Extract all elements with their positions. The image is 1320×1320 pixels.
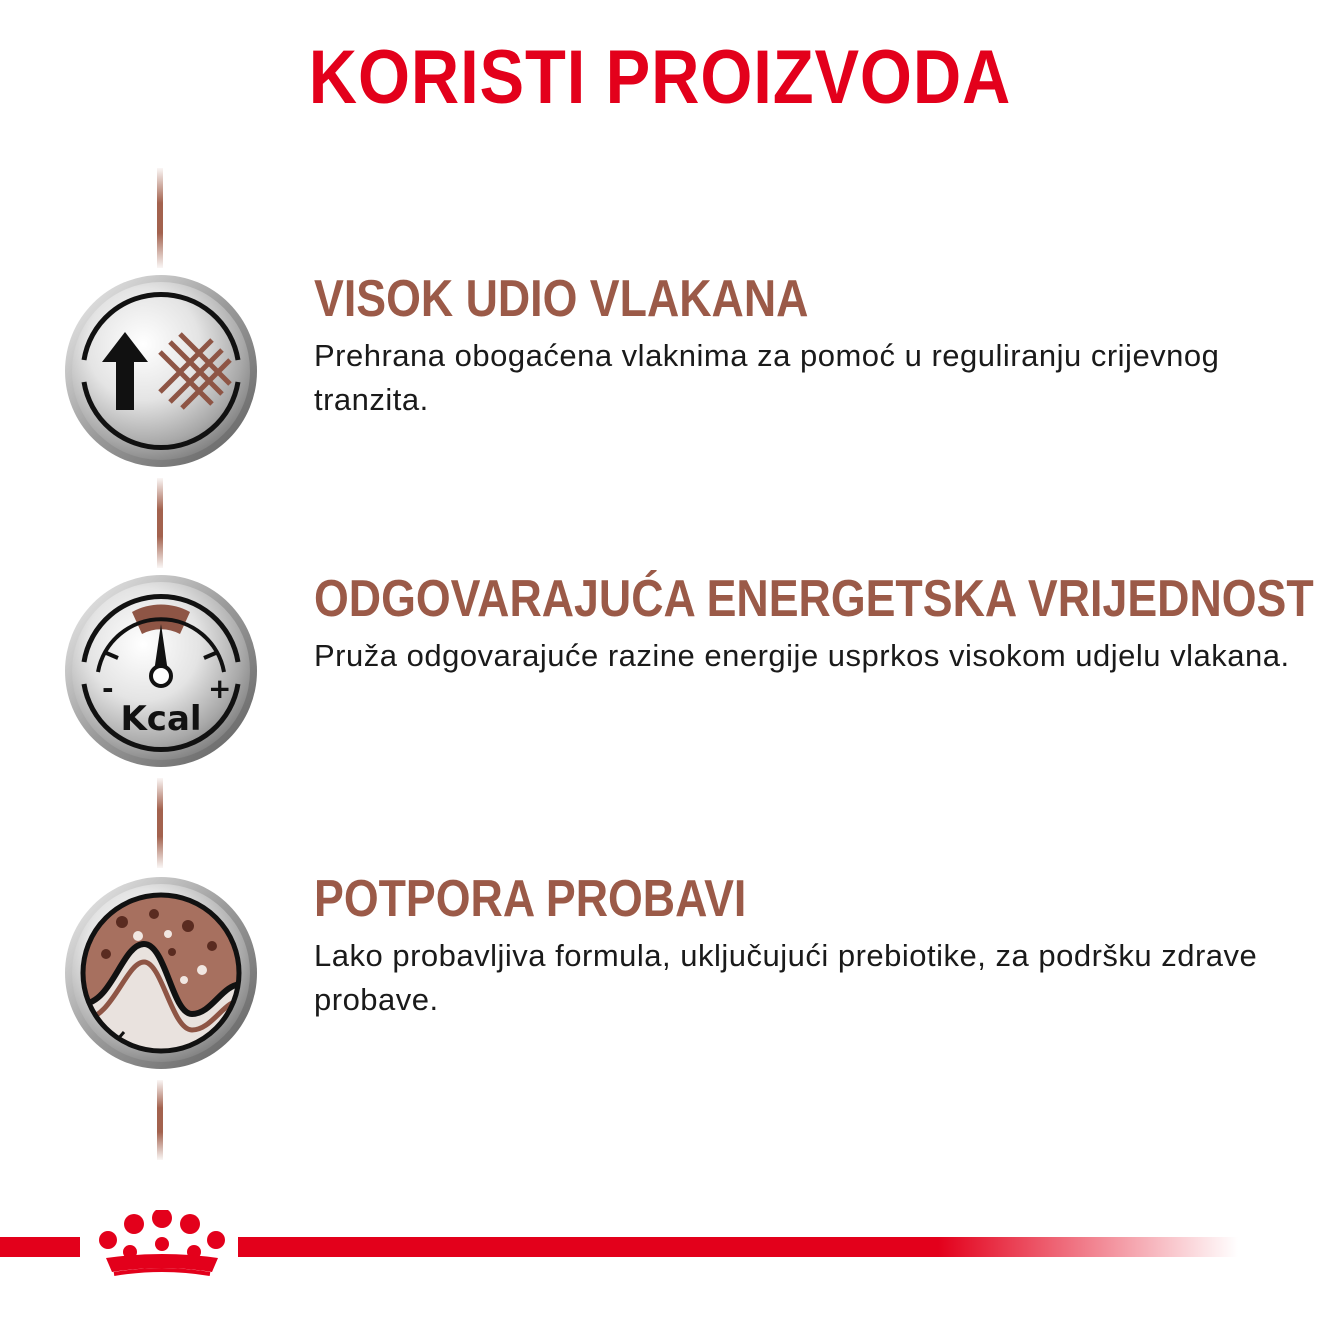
benefit-heading: VISOK UDIO VLAKANA [314, 270, 809, 328]
benefit-heading: POTPORA PROBAVI [314, 870, 747, 928]
gauge-minus: - [102, 672, 114, 705]
gauge-plus: + [208, 672, 232, 705]
benefit-text: Prehrana obogaćena vlaknima za pomoć u reguliranju crijevnog tranzita. [314, 338, 1220, 417]
royal-canin-crown-logo [92, 1210, 232, 1282]
footer-line [0, 1237, 80, 1257]
benefit-energy [314, 570, 1314, 678]
page-title: KORISTI PROIZVODA [308, 35, 1012, 120]
digestion-icon [62, 874, 260, 1072]
timeline-line [157, 478, 163, 568]
benefit-fiber [314, 270, 1294, 422]
kcal-label: Kcal [120, 699, 202, 739]
timeline-line [157, 168, 163, 268]
benefit-digestion [314, 870, 1294, 1022]
benefit-text: Pruža odgovarajuće razine energije usprkos visokom udjelu vlakana. [314, 638, 1290, 673]
kcal-gauge-icon [62, 572, 260, 770]
timeline-line [157, 1080, 163, 1160]
fiber-arrow-icon [62, 272, 260, 470]
benefit-heading: ODGOVARAJUĆA ENERGETSKA VRIJEDNOST [314, 570, 1314, 628]
timeline-line [157, 778, 163, 868]
footer-line [238, 1237, 1238, 1257]
benefit-text: Lako probavljiva formula, uključujući prebiotike, za podršku zdrave probave. [314, 938, 1258, 1017]
